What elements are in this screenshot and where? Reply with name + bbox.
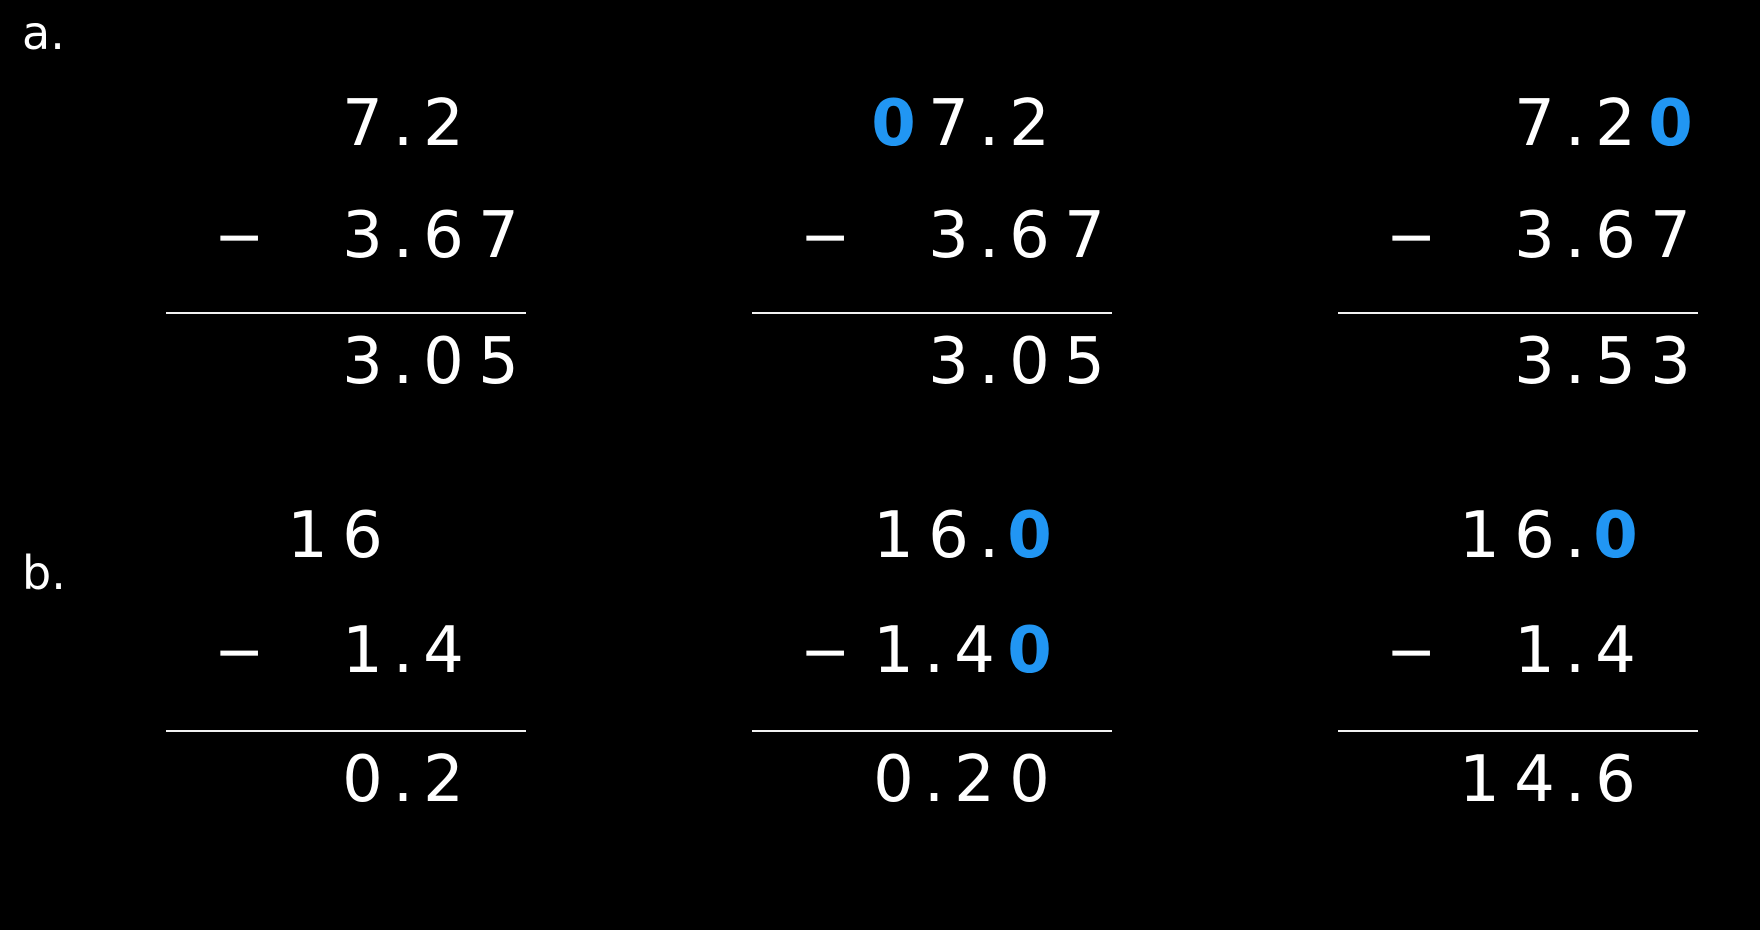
digit-cell: 6	[423, 199, 464, 273]
digit-cell: 3	[928, 199, 969, 273]
digit-group	[1452, 500, 1698, 572]
digit-cell: 4	[1595, 614, 1636, 688]
digit-cell: 5	[1064, 325, 1105, 399]
problem-a1	[0, 88, 586, 438]
minus-operator: −	[800, 617, 851, 687]
sum-rule	[752, 730, 1112, 732]
minus-operator: −	[214, 617, 265, 687]
row-a-column-1	[0, 0, 586, 470]
digit-group	[866, 500, 1112, 572]
decimal-point: .	[392, 614, 414, 688]
digit-cell: 3	[342, 325, 383, 399]
difference-line	[586, 326, 1172, 438]
subtrahend-line	[1172, 615, 1758, 730]
minuend-line	[1172, 88, 1758, 200]
digit-cell: 3	[1514, 325, 1555, 399]
digit-group	[1452, 200, 1698, 272]
digit-cell: 1	[1459, 743, 1500, 817]
digit-group	[866, 88, 1112, 160]
subtrahend-line	[0, 615, 586, 730]
digit-cell: 3	[1514, 199, 1555, 273]
decimal-point: .	[392, 325, 414, 399]
digit-cell: 4	[954, 614, 995, 688]
minuend-line	[586, 88, 1172, 200]
digit-group	[866, 326, 1112, 398]
decimal-point: .	[923, 614, 945, 688]
subtrahend-line	[0, 200, 586, 312]
row-a-column-2	[586, 0, 1172, 470]
decimal-point: .	[392, 199, 414, 273]
problem-a3	[1172, 88, 1758, 438]
problem-a2	[586, 88, 1172, 438]
sum-rule	[166, 730, 526, 732]
digit-cell: 7	[342, 87, 383, 161]
digit-group	[280, 500, 526, 572]
highlighted-zero: 0	[1007, 614, 1052, 688]
decimal-point: .	[1564, 325, 1586, 399]
digit-cell: 2	[423, 87, 464, 161]
digit-cell: 2	[954, 743, 995, 817]
minus-operator: −	[214, 202, 265, 272]
difference-line	[1172, 744, 1758, 859]
decimal-point: .	[1564, 614, 1586, 688]
subtrahend-line	[586, 200, 1172, 312]
problem-b2	[586, 500, 1172, 859]
difference-line	[586, 744, 1172, 859]
decimal-point: .	[978, 87, 1000, 161]
digit-cell: 3	[342, 199, 383, 273]
digit-cell: 0	[873, 743, 914, 817]
digit-cell: 2	[1009, 87, 1050, 161]
digit-group	[280, 615, 526, 687]
digit-cell: 7	[1650, 199, 1691, 273]
digit-cell: 7	[1064, 199, 1105, 273]
highlighted-zero: 0	[1648, 87, 1693, 161]
digit-cell: 4	[1514, 743, 1555, 817]
subtrahend-line	[586, 615, 1172, 730]
decimal-point: .	[923, 743, 945, 817]
decimal-point: .	[978, 499, 1000, 573]
subtrahend-line	[1172, 200, 1758, 312]
minuend-line	[586, 500, 1172, 615]
digit-cell: 5	[1595, 325, 1636, 399]
difference-line	[0, 326, 586, 438]
digit-cell: 6	[1595, 743, 1636, 817]
digit-cell: 1	[1459, 499, 1500, 573]
decimal-point: .	[978, 199, 1000, 273]
digit-group	[280, 744, 526, 816]
minuend-line	[1172, 500, 1758, 615]
highlighted-zero: 0	[1593, 499, 1638, 573]
digit-cell: 1	[1514, 614, 1555, 688]
digit-group	[280, 326, 526, 398]
digit-group	[866, 744, 1112, 816]
highlighted-zero: 0	[1007, 499, 1052, 573]
digit-cell: 6	[928, 499, 969, 573]
digit-cell: 1	[287, 499, 328, 573]
difference-line	[1172, 326, 1758, 438]
spacer	[0, 732, 586, 744]
decimal-point: .	[392, 87, 414, 161]
digit-cell: 2	[1595, 87, 1636, 161]
digit-cell: 6	[1514, 499, 1555, 573]
digit-cell: 7	[928, 87, 969, 161]
decimal-point: .	[978, 325, 1000, 399]
digit-cell: 3	[1650, 325, 1691, 399]
digit-cell: 1	[873, 614, 914, 688]
problem-b3	[1172, 500, 1758, 859]
digit-group	[280, 88, 526, 160]
minuend-line	[0, 500, 586, 615]
sum-rule	[1338, 730, 1698, 732]
digit-cell: 0	[1009, 743, 1050, 817]
digit-group	[866, 615, 1112, 687]
digit-cell: 0	[1009, 325, 1050, 399]
minuend-line	[0, 88, 586, 200]
row-label-b: b.	[22, 546, 66, 600]
row-b-column-2	[586, 470, 1172, 930]
digit-cell: 3	[928, 325, 969, 399]
problem-b1	[0, 500, 586, 859]
minus-operator: −	[800, 202, 851, 272]
digit-group	[1452, 88, 1698, 160]
digit-group	[1452, 326, 1698, 398]
digit-group	[1452, 744, 1698, 816]
row-b-columns	[0, 470, 1760, 930]
digit-cell: 7	[478, 199, 519, 273]
row-a-column-3	[1172, 0, 1758, 470]
problem-row-b	[0, 470, 1760, 930]
decimal-point: .	[1564, 499, 1586, 573]
digit-cell: 6	[342, 499, 383, 573]
row-b-column-3	[1172, 470, 1758, 930]
decimal-point: .	[1564, 199, 1586, 273]
digit-cell: 2	[423, 743, 464, 817]
sum-rule	[166, 312, 526, 314]
decimal-point: .	[1564, 743, 1586, 817]
sum-rule	[752, 312, 1112, 314]
minus-operator: −	[1386, 202, 1437, 272]
digit-cell: 7	[1514, 87, 1555, 161]
digit-cell: 6	[1009, 199, 1050, 273]
digit-cell: 4	[423, 614, 464, 688]
digit-group	[1452, 615, 1698, 687]
digit-cell: 6	[1595, 199, 1636, 273]
minus-operator: −	[1386, 617, 1437, 687]
decimal-point: .	[392, 743, 414, 817]
highlighted-zero: 0	[871, 87, 916, 161]
difference-line	[0, 744, 586, 859]
digit-cell: 5	[478, 325, 519, 399]
digit-group	[280, 200, 526, 272]
decimal-point: .	[1564, 87, 1586, 161]
digit-cell: 1	[873, 499, 914, 573]
row-label-a: a.	[22, 6, 65, 60]
digit-group	[866, 200, 1112, 272]
row-b-column-1	[0, 470, 586, 930]
digit-cell: 1	[342, 614, 383, 688]
digit-cell: 0	[423, 325, 464, 399]
sum-rule	[1338, 312, 1698, 314]
digit-cell: 0	[342, 743, 383, 817]
